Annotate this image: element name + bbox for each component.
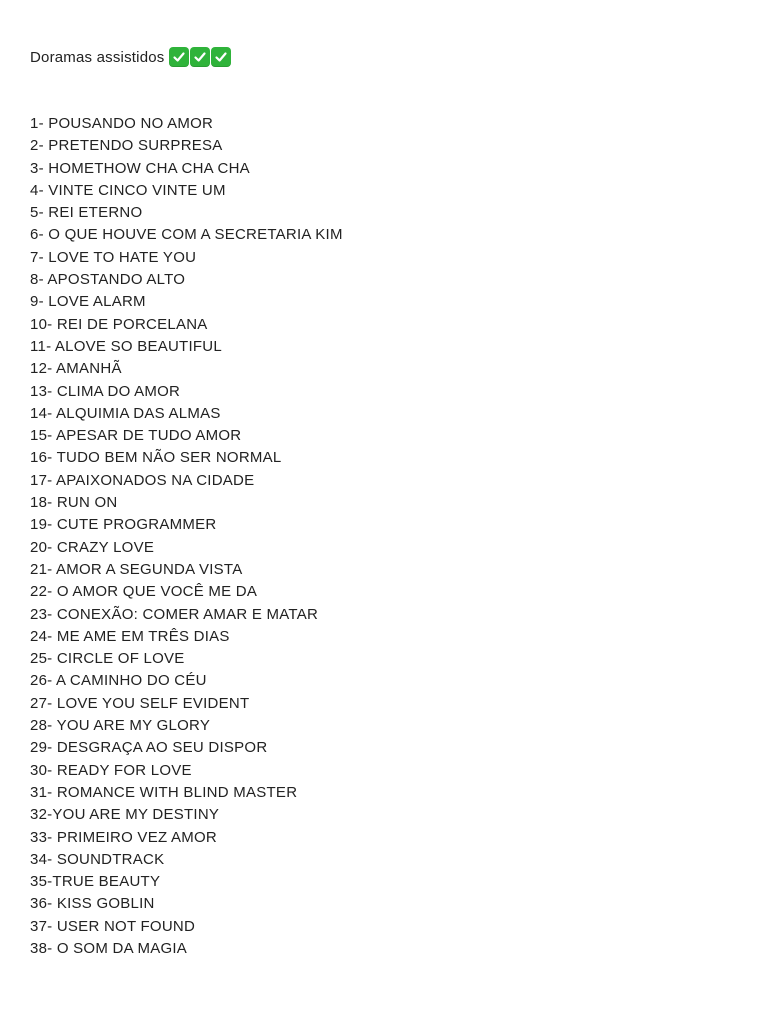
list-item: 28- YOU ARE MY GLORY (30, 717, 211, 735)
list-item: 24- ME AME EM TRÊS DIAS (30, 627, 230, 645)
list-item: 4- VINTE CINCO VINTE UM (30, 181, 226, 199)
list-item: 8- APOSTANDO ALTO (30, 271, 186, 289)
list-item: 1- POUSANDO NO AMOR (30, 115, 214, 132)
check-mark-icon (169, 47, 189, 67)
list-item: 21- AMOR A SEGUNDA VISTA (30, 560, 243, 578)
list-item: 36- KISS GOBLIN (30, 895, 155, 913)
list-item: 32-YOU ARE MY DESTINY (30, 806, 220, 824)
list-item: 33- PRIMEIRO VEZ AMOR (30, 828, 217, 846)
list-item: 18- RUN ON (30, 494, 118, 512)
list-item: 38- O SOM DA MAGIA (30, 939, 188, 957)
drama-list (30, 113, 343, 960)
note-title-row (30, 46, 231, 68)
list-item: 26- A CAMINHO DO CÉU (30, 672, 207, 690)
check-emoji-group (169, 47, 231, 67)
list-item: 5- REI ETERNO (30, 204, 143, 222)
list-item: 10- REI DE PORCELANA (30, 315, 208, 333)
list-item: 7- LOVE TO HATE YOU (30, 248, 197, 266)
check-mark-icon (190, 47, 210, 67)
list-item: 14- ALQUIMIA DAS ALMAS (30, 404, 221, 422)
list-item: 23- CONEXÃO: COMER AMAR E MATAR (30, 605, 319, 623)
list-item: 30- READY FOR LOVE (30, 761, 192, 779)
list-item: 37- USER NOT FOUND (30, 917, 196, 935)
list-item: 9- LOVE ALARM (30, 293, 146, 311)
list-item: 35-TRUE BEAUTY (30, 873, 161, 891)
list-item: 13- CLIMA DO AMOR (30, 382, 181, 400)
list-item: 6- O QUE HOUVE COM A SECRETARIA KIM (30, 226, 343, 244)
note-title: Doramas assistidos (30, 48, 165, 66)
list-item: 3- HOMETHOW CHA CHA CHA (30, 159, 250, 177)
list-item: 19- CUTE PROGRAMMER (30, 516, 217, 534)
check-mark-icon (211, 47, 231, 67)
list-item: 29- DESGRAÇA AO SEU DISPOR (30, 739, 268, 757)
list-item: 34- SOUNDTRACK (30, 850, 165, 868)
list-item: 2- PRETENDO SURPRESA (30, 137, 223, 155)
list-item: 20- CRAZY LOVE (30, 538, 155, 556)
list-item: 17- APAIXONADOS NA CIDADE (30, 471, 255, 489)
list-item: 15- APESAR DE TUDO AMOR (30, 427, 242, 445)
list-item: 31- ROMANCE WITH BLIND MASTER (30, 783, 298, 801)
list-item: 12- AMANHÃ (30, 360, 122, 378)
list-item: 16- TUDO BEM NÃO SER NORMAL (30, 449, 282, 467)
list-item: 27- LOVE YOU SELF EVIDENT (30, 694, 250, 712)
list-item: 25- CIRCLE OF LOVE (30, 650, 185, 668)
list-item: 11- ALOVE SO BEAUTIFUL (30, 337, 222, 355)
list-item: 22- O AMOR QUE VOCÊ ME DA (30, 583, 258, 601)
